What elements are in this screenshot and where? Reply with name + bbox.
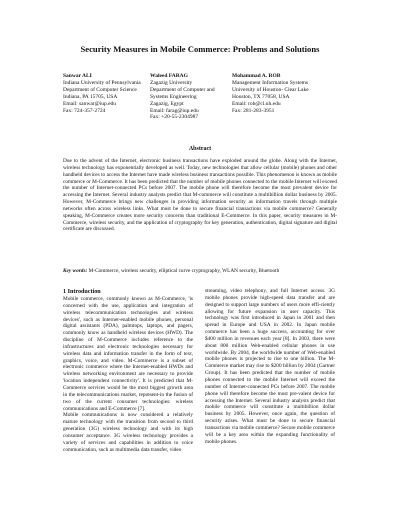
keywords	[63, 268, 337, 275]
author-name: Waleed FARAG	[150, 73, 188, 79]
keywords-label: Key words:	[63, 268, 88, 274]
author-fax: Fax: +20-55-2304987	[150, 114, 199, 121]
abstract-heading: Abstract	[188, 146, 212, 152]
author-fax: Fax: 724-357-2724	[63, 107, 106, 114]
author-email: Email: rob@cl.uh.edu	[232, 100, 281, 107]
author-affiliation: Indiana University of Pennsylvania	[63, 79, 141, 86]
author-name: Mohammad A. ROB	[232, 73, 281, 79]
body-column-right: streaming, video telephony, and full Internet access. 3G mobile phones provide high-speed data transfer and are designed to support large numbers of users more effi-ciently allowing for future expansion in user capacity. This technology was first introduced in Japan in 2001 and then spread in Europe and USA in 2002. In Japan mobile commerce has been a huge success, accounting for over $400 million in revenues each year [8]. In 2003, there were about 800 million Web-enabled cellular phones in use worldwide. By 2004, the worldwide number of Web-enabled mobile phones is projected to rise to one billion. The M-Commerce market may rise to $200 billion by 2004 (Gartner Group). It has been predicted that the number of mobile phones connected to the mobile Internet will exceed the number of Internet-connected PCs before 2007. The mobile phone will therefore become the most pre-valent device for accessing the Internet. Several industry analysts predict that mobile commerce will constitute a multibillion dollar business by 2005. However, once again, the question of security arises. What must be done to secure financial transactions via mobile commerce? Secure mobile commerce will be a key area within the expanding functionality of mobile phones.	[205, 288, 335, 445]
author-address: Indiana, PA 15705, USA	[63, 93, 118, 100]
author-block-3	[232, 73, 309, 114]
author-department-cont: Systems Engineering	[150, 93, 197, 100]
body-column-left: Mobile commerce, commonly known as M-Commerce, 'is concerned with the use, application and integration of wireless telecommunication technologies and wireless devices', such as Internet-enabled mobile phones, personal digital assistants (PDA), palmtops, laptops, and pagers, commonly know as handheld wireless devices (HWD). The discipline of M-Commerce includes reference to the infrastructures and electronic technologies necessary for wireless data and information transfer in the form of text, graphics, voice, and video. M-Commerce is a subset of electronic commerce where the Internet-enabled HWDs and wireless networking environment are necessary to provide 'location independent connectivity'. It is predicted that M-Commerce services would be the most biggest growth area in the telecommunications market, represent-in the fusion of two of the current consumer technologies: wireless communications and E-Commerce [7]. Mobile communications is now considered a relatively mature technology with the transition from second to third generation (3G) wireless technology and with its high consumer acceptance. 3G wireless technology provides a variety of services and capabilities in addition to voice communication, such as multimedia data transfer, video	[63, 296, 193, 453]
author-name: Sanwar ALI	[63, 73, 92, 79]
author-department: Department of Computer Science	[63, 86, 137, 93]
keywords-text: M-Commerce, wireless security, elliptical curve cryptography, WLAN security, Bluetooth	[88, 268, 280, 274]
author-department: Management Information Systems	[232, 79, 309, 86]
author-department: Department of Computer and	[150, 86, 215, 93]
abstract-text: Due to the advent of the Internet, electronic business transactions have exploded around the globe. Along with the Internet, wireless technology has exponentially developed as well. Today, new technologies that allow cellular (mobile) phones and other handheld devices to access the Internet have made wireless business transactions possible. This phenomenon is known as mobile commerce or M-Commerce. It has been predicted that the number of mobile phones connected to the mobile Internet will exceed the number of Internet-connected PCs before 2007. The mobile phone will therefore become the most prevalent device for accessing the Internet. Several industry analysts predict that M-commerce will constitute a multibillion dollar business by 2005. However, M-Commerce brings new challenges in providing information security as information travels through multiple networks often across wireless links. What must be done to secure financial transactions via mobile commerce? Generally speaking, M-Commerce creates more security concerns than traditional E-Commerce. In this paper, security measures in M-Commerce, wireless security, and the application of cryptography for key generation, authentication, digital signature and digital certificate are discussed.	[63, 158, 337, 233]
paper-title: Security Measures in Mobile Commerce: Problems and Solutions	[80, 44, 320, 54]
author-address: Houston, TX 77058, USA	[232, 93, 290, 100]
author-block-1	[63, 73, 141, 114]
author-block-2	[150, 73, 215, 121]
author-fax: Fax: 281-283-3951	[232, 107, 275, 114]
section-heading-introduction: 1 Introduction	[63, 289, 101, 295]
author-address: Zagazig, Egypt	[150, 100, 184, 107]
author-affiliation: University of Houston- Clear Lake	[232, 86, 309, 93]
author-affiliation: Zagazig University	[150, 79, 193, 86]
author-email: Email: sanwar@iup.edu	[63, 100, 117, 107]
author-email: Email: farag@iup.edu	[150, 107, 199, 114]
